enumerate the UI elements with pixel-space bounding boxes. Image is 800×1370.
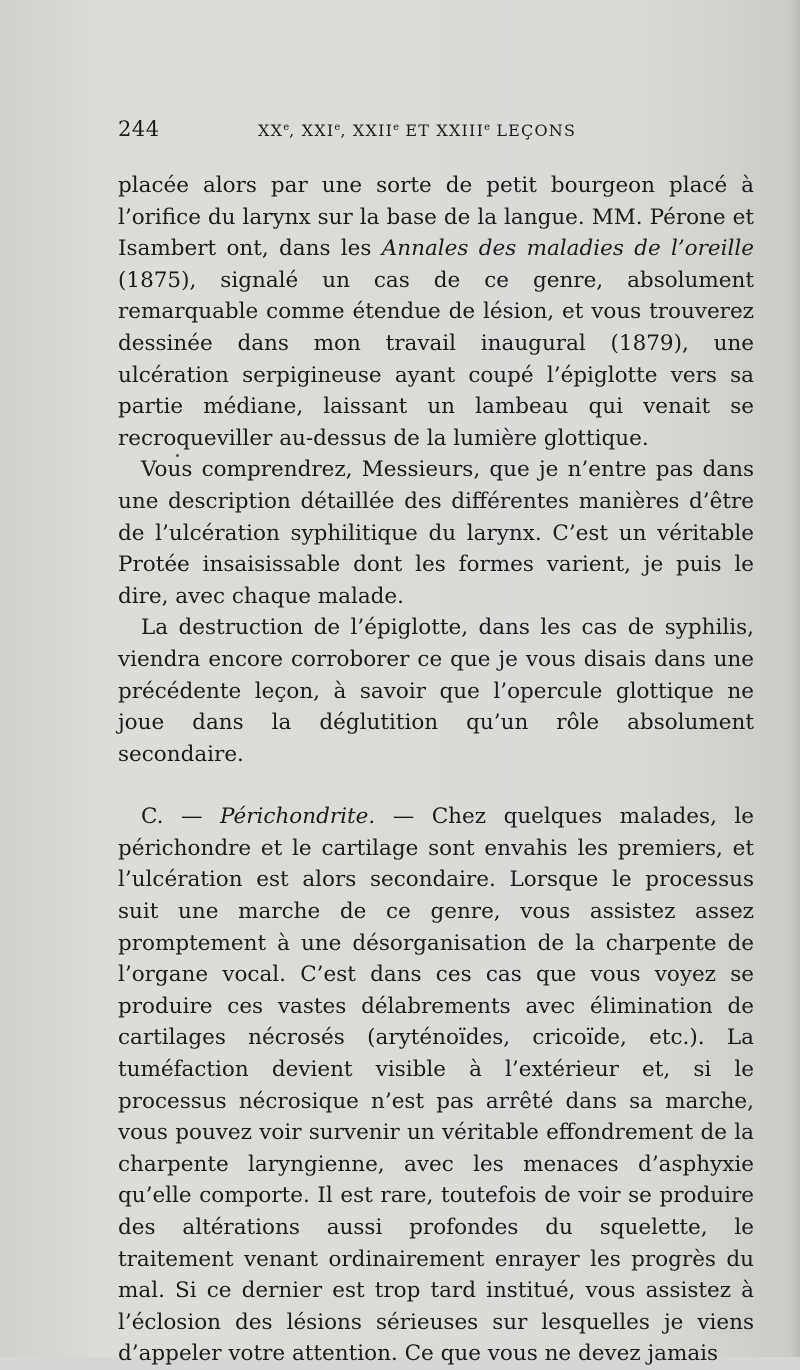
ink-speck: [176, 454, 179, 457]
body-text: [118, 170, 754, 1370]
paragraph-3: La destruction de l’épiglotte, dans les cas de syphilis, viendra encore corroborer ce que je vous disais dans une précédente leçon, à savoir que l’opercule glottique ne joue dans la déglutition qu’un rôle absolument secondaire.: [118, 615, 754, 767]
paragraph-2: Vous comprendrez, Messieurs, que je n’entre pas dans une description détaillée des différentes manières d’être de l’ulcération syphilitique du larynx. C’est un véritable Protée insaisissable dont les formes varient, je puis le dire, avec chaque malade.: [118, 457, 754, 609]
running-head: XXe, XXIe, XXIIe ET XXIIIe LEÇONS: [258, 121, 577, 140]
paragraph-1: placée alors par une sorte de petit bourgeon placé à l’orifice du larynx sur la base de la langue. MM. Pérone et Isambert ont, dans les Annales des maladies de l’oreille (1875), signalé un cas de ce genre, absolument remarquable comme étendue de lésion, et vous trouverez dessinée dans mon travail inaugural (1879), une ulcération serpigineuse ayant coupé l’épiglotte vers sa partie médiane, laissant un lambeau qui venait se recroqueviller au-dessus de la lumière glottique.: [118, 173, 754, 451]
page-number: 244: [118, 117, 160, 141]
journal-title: Annales des maladies de l’oreille: [381, 236, 754, 262]
section-gap: [118, 770, 754, 801]
page-header: [118, 117, 758, 147]
page-edge-shadow: [790, 0, 800, 1357]
paragraph-4: C. — Périchondrite. — Chez quelques malades, le périchondre et le cartilage sont envahis les premiers, et l’ulcération est alors secondaire. Lorsque le processus suit une marche de ce genre, vous assistez assez promptement à une désorganisation de la charpente de l’organe vocal. C’est dans ces cas que vous voyez se produire ces vastes délabrements avec élimination de cartilages nécrosés (aryténoïdes, cricoïde, etc.). La tuméfaction devient visible à l’extérieur et, si le processus nécrosique n’est pas arrêté dans sa marche, vous pouvez voir survenir un véritable effondrement de la charpente laryngienne, avec les menaces d’asphyxie qu’elle comporte. Il est rare, toutefois de voir se produire des altérations aussi profondes du squelette, le traitement venant ordinairement enrayer les progrès du mal. Si ce dernier est trop tard institué, vous assistez à l’éclosion des lésions sérieuses sur lesquelles je viens d’appeler votre attention. Ce que vous ne devez jamais: [118, 804, 755, 1367]
section-heading: Périchondrite.: [220, 804, 376, 830]
